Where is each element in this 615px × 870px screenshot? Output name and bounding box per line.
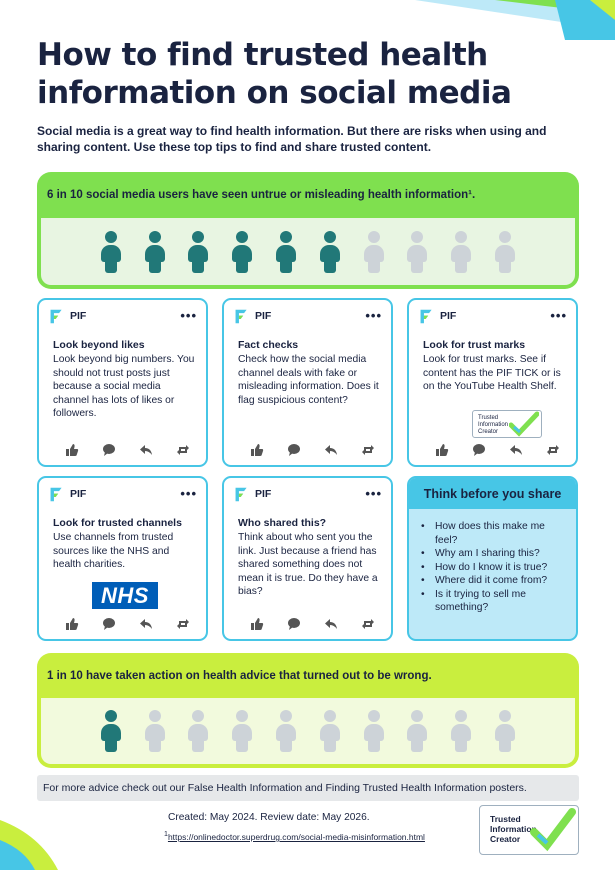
card-body: Check how the social media channel deals with fake or misleading information. Does it flag suspicious content? bbox=[238, 354, 379, 406]
card-brand: PIF bbox=[440, 310, 457, 322]
footnote-link[interactable]: https://onlinedoctor.superdrug.com/social-media-misinformation.html bbox=[167, 831, 425, 842]
tip-card-trusted-channels bbox=[37, 476, 208, 641]
reply-icon[interactable] bbox=[324, 443, 338, 457]
more-advice-bar: For more advice check out our False Health Information and Finding Trusted Health Information posters. bbox=[37, 775, 579, 801]
person-icon-empty bbox=[145, 710, 165, 752]
person-icon-empty bbox=[451, 710, 471, 752]
card-actions bbox=[65, 617, 190, 631]
people-row bbox=[41, 698, 575, 764]
created-date: Created: May 2024. Review date: May 2026. bbox=[168, 812, 370, 823]
card-header bbox=[233, 485, 382, 503]
card-title: Look beyond likes bbox=[53, 339, 145, 351]
reply-icon[interactable] bbox=[139, 443, 153, 457]
person-icon-filled bbox=[276, 231, 296, 273]
reply-icon[interactable] bbox=[324, 617, 338, 631]
person-icon-empty bbox=[364, 710, 384, 752]
person-icon-filled bbox=[101, 231, 121, 273]
card-body: Think about who sent you the link. Just because a friend has shared something does not mean it is true. Do they have a bias? bbox=[238, 532, 378, 598]
person-icon-empty bbox=[495, 710, 515, 752]
more-options-icon[interactable]: ••• bbox=[180, 308, 197, 323]
tip-card-fact-checks bbox=[222, 298, 393, 467]
card-title: Who shared this? bbox=[238, 517, 327, 529]
person-icon-empty bbox=[364, 231, 384, 273]
thumbs-up-icon[interactable] bbox=[65, 443, 79, 457]
tick-icon bbox=[530, 808, 576, 852]
comment-icon[interactable] bbox=[102, 443, 116, 457]
person-icon-empty bbox=[276, 710, 296, 752]
more-options-icon[interactable]: ••• bbox=[550, 308, 567, 323]
tick-icon bbox=[509, 411, 539, 437]
tip-card-who-shared bbox=[222, 476, 393, 641]
tip-card-look-beyond-likes bbox=[37, 298, 208, 467]
person-icon-filled bbox=[320, 231, 340, 273]
person-icon-filled bbox=[101, 710, 121, 752]
footnote bbox=[164, 830, 425, 842]
bottom-left-decoration bbox=[0, 810, 60, 870]
card-brand: PIF bbox=[255, 310, 272, 322]
more-options-icon[interactable]: ••• bbox=[365, 308, 382, 323]
card-actions bbox=[250, 617, 375, 631]
list-item: • How do I know it is true? bbox=[421, 561, 568, 575]
pif-logo-icon bbox=[48, 486, 65, 503]
person-icon-empty bbox=[320, 710, 340, 752]
footnote-mark: 1 bbox=[164, 830, 168, 838]
card-brand: PIF bbox=[70, 310, 87, 322]
top-right-decoration bbox=[355, 0, 615, 40]
person-icon-filled bbox=[145, 231, 165, 273]
stat-box-misleading bbox=[37, 172, 579, 289]
nhs-logo: NHS bbox=[92, 582, 158, 609]
comment-icon[interactable] bbox=[472, 443, 486, 457]
person-icon-empty bbox=[495, 231, 515, 273]
page-title: How to find trusted health information on social media bbox=[37, 37, 512, 111]
person-icon-empty bbox=[407, 710, 427, 752]
card-body: Use channels from trusted sources like the NHS and health charities. bbox=[53, 532, 174, 571]
people-row bbox=[41, 218, 575, 285]
card-brand: PIF bbox=[70, 488, 87, 500]
list-item: • How does this make me feel? bbox=[421, 520, 568, 547]
stat-text: 6 in 10 social media users have seen untrue or misleading health information¹. bbox=[47, 189, 476, 201]
reply-icon[interactable] bbox=[509, 443, 523, 457]
card-actions bbox=[65, 443, 190, 457]
pif-logo-icon bbox=[233, 486, 250, 503]
list-item: • Why am I sharing this? bbox=[421, 547, 568, 561]
badge-text: Trusted Information Creator bbox=[478, 415, 509, 435]
pif-logo-icon bbox=[233, 308, 250, 325]
badge-text: Trusted Information Creator bbox=[490, 814, 537, 844]
stat-text: 1 in 10 have taken action on health advice that turned out to be wrong. bbox=[47, 669, 432, 682]
share-icon[interactable] bbox=[361, 617, 375, 631]
card-header bbox=[233, 307, 382, 325]
think-list bbox=[409, 509, 576, 615]
thumbs-up-icon[interactable] bbox=[65, 617, 79, 631]
share-icon[interactable] bbox=[361, 443, 375, 457]
person-icon-filled bbox=[232, 231, 252, 273]
intro-text: Social media is a great way to find health information. But there are risks when using and sharing content. Use these top tips to find and share trusted content. bbox=[37, 124, 547, 154]
card-title: Look for trust marks bbox=[423, 339, 526, 351]
more-options-icon[interactable]: ••• bbox=[365, 486, 382, 501]
trusted-creator-badge bbox=[472, 410, 542, 438]
card-header bbox=[48, 485, 197, 503]
pif-logo-icon bbox=[48, 308, 65, 325]
share-icon[interactable] bbox=[546, 443, 560, 457]
card-actions bbox=[250, 443, 375, 457]
think-title: Think before you share bbox=[409, 478, 576, 509]
trusted-information-creator-badge bbox=[479, 805, 579, 855]
card-header bbox=[48, 307, 197, 325]
comment-icon[interactable] bbox=[287, 617, 301, 631]
card-actions bbox=[435, 443, 560, 457]
list-item: • Is it trying to sell me something? bbox=[421, 588, 568, 615]
pif-logo-icon bbox=[418, 308, 435, 325]
card-title: Look for trusted channels bbox=[53, 517, 182, 529]
card-body: Look beyond big numbers. You should not trust posts just because a social media channel has lots of likes or followers. bbox=[53, 354, 195, 420]
thumbs-up-icon[interactable] bbox=[435, 443, 449, 457]
person-icon-empty bbox=[451, 231, 471, 273]
more-options-icon[interactable]: ••• bbox=[180, 486, 197, 501]
person-icon-empty bbox=[407, 231, 427, 273]
person-icon-empty bbox=[188, 710, 208, 752]
card-title: Fact checks bbox=[238, 339, 299, 351]
comment-icon[interactable] bbox=[102, 617, 116, 631]
thumbs-up-icon[interactable] bbox=[250, 443, 264, 457]
thumbs-up-icon[interactable] bbox=[250, 617, 264, 631]
person-icon-filled bbox=[188, 231, 208, 273]
tip-card-trust-marks bbox=[407, 298, 578, 467]
person-icon-empty bbox=[232, 710, 252, 752]
comment-icon[interactable] bbox=[287, 443, 301, 457]
list-item: • Where did it come from? bbox=[421, 574, 568, 588]
share-icon[interactable] bbox=[176, 617, 190, 631]
card-brand: PIF bbox=[255, 488, 272, 500]
stat-box-wrong-advice bbox=[37, 653, 579, 768]
card-body: Look for trust marks. See if content has the PIF TICK or is on the YouTube Health Shelf. bbox=[423, 354, 561, 393]
share-icon[interactable] bbox=[176, 443, 190, 457]
card-header bbox=[418, 307, 567, 325]
reply-icon[interactable] bbox=[139, 617, 153, 631]
think-before-share-panel bbox=[407, 476, 578, 641]
